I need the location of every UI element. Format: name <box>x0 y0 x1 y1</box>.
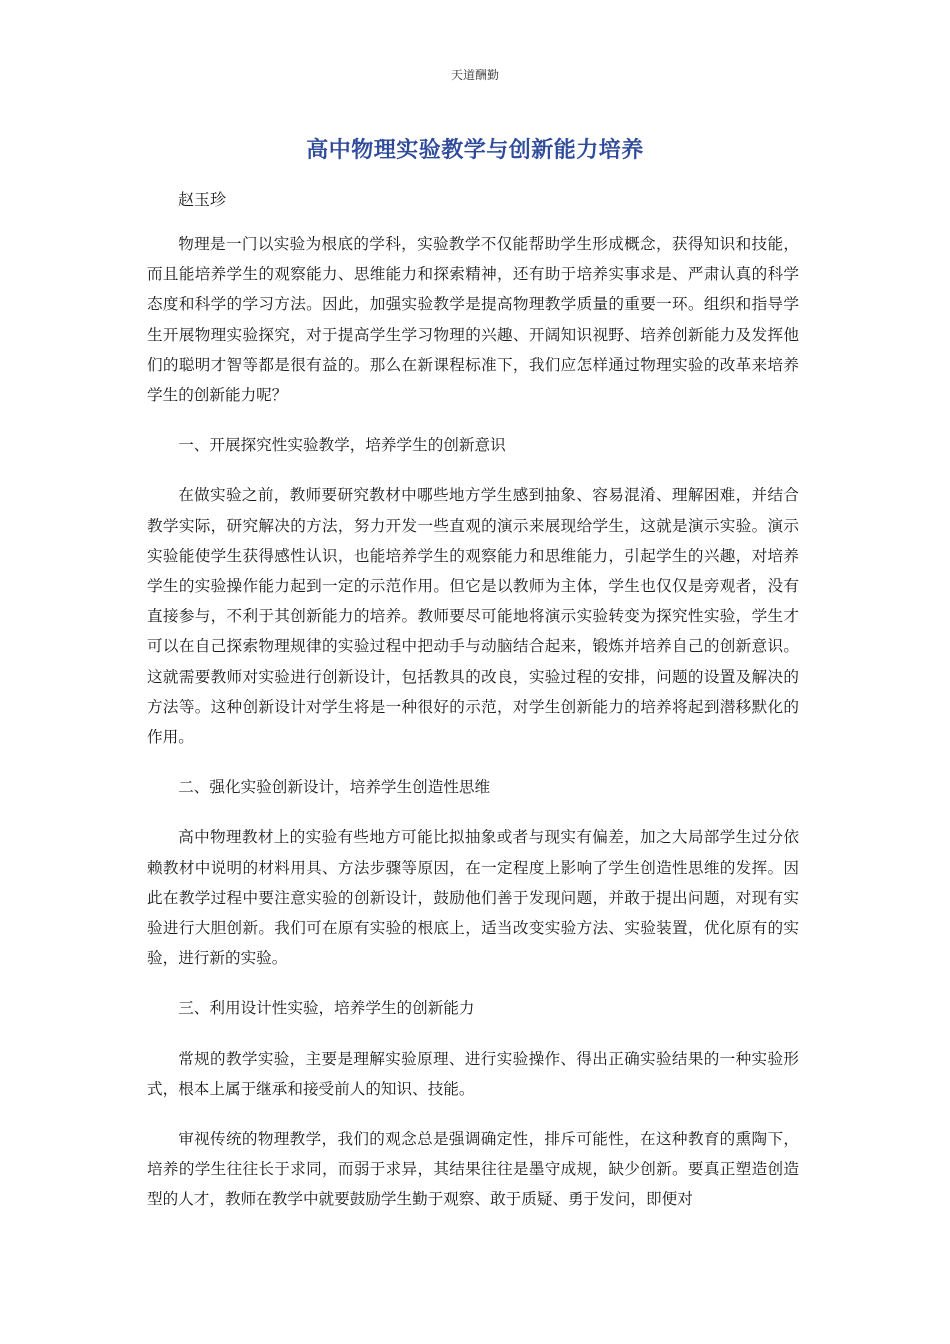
running-header: 天道酬勤 <box>450 68 499 82</box>
section-heading-3: 三、利用设计性实验，培养学生的创新能力 <box>178 999 475 1018</box>
section-paragraph-3b: 审视传统的物理教学，我们的观念总是强调确定性，排斥可能性，在这种教育的熏陶下，培养的学生往往长于求同，而弱于求异，其结果往往是墨守成规，缺少创新。要真正塑造创造型的人才，教师在教学中就要鼓励学生勤于观察、敢于质疑、勇于发问，即便对 <box>147 1130 799 1209</box>
document-title: 高中物理实验教学与创新能力培养 <box>306 138 644 163</box>
intro-paragraph: 物理是一门以实验为根底的学科，实验教学不仅能帮助学生形成概念，获得知识和技能，而且能培养学生的观察能力、思维能力和探索精神，还有助于培养实事求是、严肃认真的科学态度和科学的学习方法。因此，加强实验教学是提高物理教学质量的重要一环。组织和指导学生开展物理实验探究，对于提高学生学习物理的兴趣、开阔知识视野、培养创新能力及发挥他们的聪明才智等都是很有益的。那么在新课程标准下，我们应怎样通过物理实验的改革来培养学生的创新能力呢？ <box>147 235 799 405</box>
section-heading-2: 二、强化实验创新设计，培养学生创造性思维 <box>178 778 491 797</box>
article-body <box>147 229 799 1235</box>
section-paragraph-1: 在做实验之前，教师要研究教材中哪些地方学生感到抽象、容易混淆、理解困难，并结合教学实际，研究解决的方法，努力开发一些直观的演示来展现给学生，这就是演示实验。演示实验能使学生获得感性认识，也能培养学生的观察能力和思维能力，引起学生的兴趣，对培养学生的实验操作能力起到一定的示范作用。但它是以教师为主体，学生也仅仅是旁观者，没有直接参与，不利于其创新能力的培养。教师要尽可能地将演示实验转变为探究性实验，学生才可以在自己探索物理规律的实验过程中把动手与动脑结合起来，锻炼并培养自己的创新意识。这就需要教师对实验进行创新设计，包括教具的改良，实验过程的安排，问题的设置及解决的方法等。这种创新设计对学生将是一种很好的示范，对学生创新能力的培养将起到潜移默化的作用。 <box>147 486 799 747</box>
section-paragraph-3a: 常规的教学实验，主要是理解实验原理、进行实验操作、得出正确实验结果的一种实验形式，根本上属于继承和接受前人的知识、技能。 <box>147 1049 799 1098</box>
section-paragraph-2: 高中物理教材上的实验有些地方可能比拟抽象或者与现实有偏差，加之大局部学生过分依赖教材中说明的材料用具、方法步骤等原因，在一定程度上影响了学生创造性思维的发挥。因此在教学过程中要注意实验的创新设计，鼓励他们善于发现问题，并敢于提出问题，对现有实验进行大胆创新。我们可在原有实验的根底上，适当改变实验方法、实验装置，优化原有的实验，进行新的实验。 <box>147 828 799 968</box>
author-name: 赵玉珍 <box>178 190 227 209</box>
section-heading-1: 一、开展探究性实验教学，培养学生的创新意识 <box>178 436 506 455</box>
